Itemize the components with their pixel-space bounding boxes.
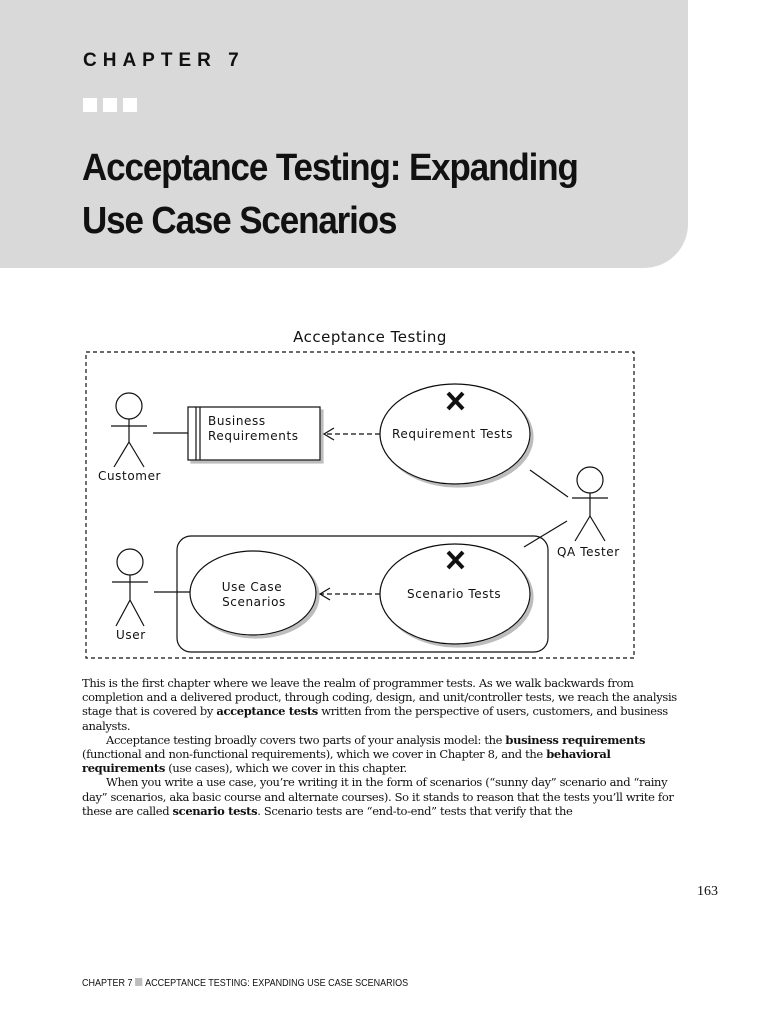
paragraph-3-text: When you write a use case, you’re writing it in the form of scenarios (“sunny day” scenario and “rainy day” scenarios, aka basic course and alternate courses). So it stands to reason that the tests you’ll write for these are called xyxy=(82,775,674,818)
ornament-square xyxy=(103,98,117,112)
chapter-header-band xyxy=(0,0,688,268)
requirement-tests-label: Requirement Tests xyxy=(392,427,514,441)
chapter-title xyxy=(82,142,634,248)
acceptance-testing-diagram xyxy=(0,340,768,670)
use-case-scenarios-label-1: Use Case xyxy=(221,580,283,594)
paragraph-3-end: . Scenario tests are “end-to-end” tests that verify that the xyxy=(257,803,573,818)
paragraph-2-mid: (functional and non-functional requirements), which we cover in Chapter 8, and the xyxy=(82,747,547,762)
diagram-title: Acceptance Testing xyxy=(293,328,447,346)
ornament-square xyxy=(83,98,97,112)
qa-scenario-association xyxy=(524,521,567,547)
user-actor xyxy=(112,549,148,626)
ornament-square xyxy=(123,98,137,112)
business-requirements-label-1: Business xyxy=(208,414,266,428)
footer-title: ACCEPTANCE TESTING: EXPANDING USE CASE SCENARIOS xyxy=(145,978,409,989)
running-footer xyxy=(82,978,408,989)
paragraph-2-end: (use cases), which we cover in this chapter. xyxy=(164,761,407,776)
use-case-scenarios-label-2: Scenarios xyxy=(222,595,286,609)
paragraph-1-text: This is the first chapter where we leave the realm of programmer tests. As we walk backwards from completion and a delivered product, through coding, design, and unit/controller tests, we reach the analysis stage that is covered by xyxy=(82,676,677,719)
chapter-title-line-1: Acceptance Testing: Expanding xyxy=(82,147,578,189)
user-label: User xyxy=(116,628,146,642)
term-acceptance-tests: acceptance tests xyxy=(216,704,318,719)
paragraph-2 xyxy=(82,733,688,776)
qa-tester-actor xyxy=(572,467,608,541)
paragraph-2-text: Acceptance testing broadly covers two parts of your analysis model: the xyxy=(106,732,506,747)
customer-label: Customer xyxy=(98,469,162,483)
paragraph-1-end: written from the perspective of users, customers, and business analysts. xyxy=(82,704,668,733)
chapter-label: CHAPTER 7 xyxy=(83,50,245,71)
paragraph-1 xyxy=(82,676,688,733)
customer-actor xyxy=(111,393,147,467)
qa-requirement-association xyxy=(530,470,568,497)
chapter-title-line-2: Use Case Scenarios xyxy=(82,200,397,242)
term-behavioral-requirements: behavioral requirements xyxy=(82,747,611,776)
footer-chapter: CHAPTER 7 xyxy=(82,978,133,989)
diagram-boundary xyxy=(86,352,634,658)
qa-tester-label: QA Tester xyxy=(557,545,620,559)
scenario-tests-label: Scenario Tests xyxy=(407,587,502,601)
page-number: 163 xyxy=(697,884,718,899)
term-business-requirements: business requirements xyxy=(505,732,646,747)
footer-separator xyxy=(135,978,142,986)
paragraph-3 xyxy=(82,775,688,818)
chapter-ornament xyxy=(83,98,137,112)
body-text xyxy=(82,676,688,818)
business-requirements-label-2: Requirements xyxy=(208,429,299,443)
term-scenario-tests: scenario tests xyxy=(172,803,258,818)
